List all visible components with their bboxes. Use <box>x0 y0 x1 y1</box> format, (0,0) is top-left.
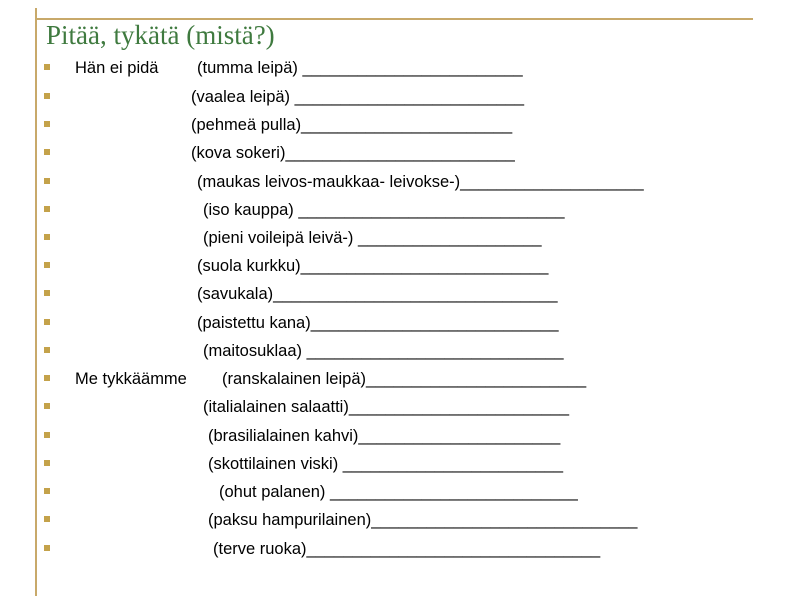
fill-in-prompt: (maitosuklaa) ____________________________ <box>203 342 564 360</box>
square-bullet-icon <box>44 460 50 466</box>
square-bullet-icon <box>44 206 50 212</box>
fill-in-prompt: (terve ruoka)________________________________ <box>213 540 601 558</box>
list-item <box>0 480 800 504</box>
fill-in-prompt: (tumma leipä) ________________________ <box>197 59 523 77</box>
square-bullet-icon <box>44 93 50 99</box>
fill-in-prompt: (kova sokeri)_________________________ <box>191 144 515 162</box>
fill-in-prompt: (savukala)_______________________________ <box>197 285 558 303</box>
square-bullet-icon <box>44 403 50 409</box>
fill-in-prompt: (ohut palanen) ___________________________ <box>219 483 578 501</box>
square-bullet-icon <box>44 121 50 127</box>
square-bullet-icon <box>44 149 50 155</box>
fill-in-prompt: (italialainen salaatti)________________________ <box>203 398 570 416</box>
square-bullet-icon <box>44 488 50 494</box>
list-item <box>0 226 800 250</box>
list-item <box>0 282 800 306</box>
fill-in-prompt: (maukas leivos-maukkaa- leivokse-)____________________ <box>197 173 644 191</box>
list-item <box>0 339 800 363</box>
square-bullet-icon <box>44 262 50 268</box>
fill-in-prompt: (brasilialainen kahvi)______________________ <box>208 427 561 445</box>
list-item <box>0 537 800 561</box>
square-bullet-icon <box>44 178 50 184</box>
fill-in-prompt: (paistettu kana)___________________________ <box>197 314 559 332</box>
square-bullet-icon <box>44 375 50 381</box>
square-bullet-icon <box>44 347 50 353</box>
square-bullet-icon <box>44 234 50 240</box>
sentence-lead: Hän ei pidä <box>75 59 159 77</box>
list-item <box>0 141 800 165</box>
fill-in-prompt: (ranskalainen leipä)________________________ <box>222 370 587 388</box>
list-item <box>0 311 800 335</box>
list-item <box>0 508 800 532</box>
square-bullet-icon <box>44 64 50 70</box>
fill-in-prompt: (pieni voileipä leivä-) ____________________ <box>203 229 542 247</box>
square-bullet-icon <box>44 290 50 296</box>
fill-in-prompt: (paksu hampurilainen)_____________________________ <box>208 511 638 529</box>
fill-in-prompt: (skottilainen viski) ________________________ <box>208 455 564 473</box>
list-item <box>0 367 800 391</box>
list-item <box>0 113 800 137</box>
list-item <box>0 452 800 476</box>
fill-in-prompt: (vaalea leipä) _________________________ <box>191 88 525 106</box>
list-item <box>0 198 800 222</box>
square-bullet-icon <box>44 545 50 551</box>
fill-in-prompt: (pehmeä pulla)_______________________ <box>191 116 513 134</box>
list-item <box>0 56 800 80</box>
square-bullet-icon <box>44 516 50 522</box>
slide-title: Pitää, tykätä (mistä?) <box>46 20 275 50</box>
list-item <box>0 170 800 194</box>
square-bullet-icon <box>44 432 50 438</box>
sentence-lead: Me tykkäämme <box>75 370 187 388</box>
fill-in-prompt: (suola kurkku)___________________________ <box>197 257 549 275</box>
list-item <box>0 254 800 278</box>
list-item <box>0 395 800 419</box>
fill-in-prompt: (iso kauppa) _____________________________ <box>203 201 565 219</box>
list-item <box>0 424 800 448</box>
list-item <box>0 85 800 109</box>
square-bullet-icon <box>44 319 50 325</box>
